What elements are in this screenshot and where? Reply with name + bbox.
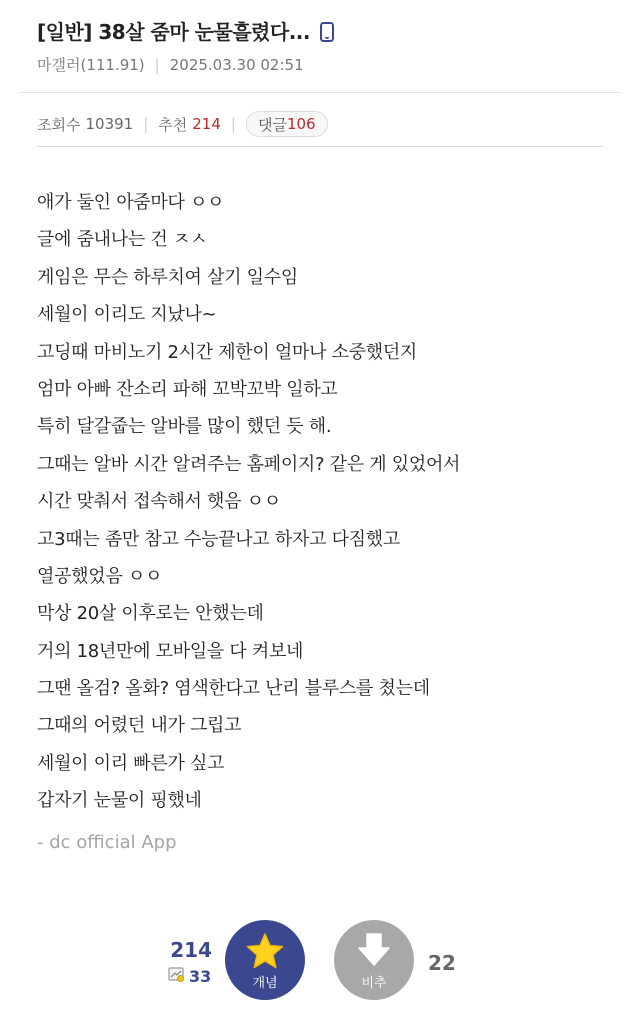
header-divider: [20, 92, 620, 93]
body-line: 시간 맞춰서 접속해서 햇음 ㅇㅇ: [37, 491, 281, 513]
down-vote-count: 22: [428, 951, 456, 975]
recommend-label: 추천: [158, 115, 188, 134]
stats-divider: |: [143, 115, 149, 133]
body-line: 세월이 이리 빠른가 싶고: [37, 752, 225, 774]
comment-count-button[interactable]: [246, 111, 328, 137]
post-stats: [37, 110, 328, 138]
body-line: 글에 줌내나는 건 ㅈㅅ: [37, 229, 208, 251]
mobile-icon: [320, 22, 334, 47]
recommend-count: 214: [192, 115, 221, 133]
body-line: 그때는 알바 시간 알려주는 홈페이지? 같은 게 있었어서: [37, 453, 461, 475]
body-line: 그땐 올검? 올화? 염색한다고 난리 블루스를 쳤는데: [37, 678, 430, 700]
stats-divider-line: [37, 146, 603, 147]
comments-count: 106: [286, 115, 316, 133]
app-signature: - dc official App: [37, 832, 177, 853]
post-title: [일반] 38살 줌마 눈물흘렸다...: [37, 20, 310, 44]
downvote-button[interactable]: [334, 920, 414, 1000]
body-line: 애가 둘인 아줌마다 ㅇㅇ: [37, 192, 225, 213]
author-name[interactable]: 마갤러(111.91): [37, 56, 145, 74]
down-arrow-icon: [357, 932, 391, 972]
post-body: [37, 184, 617, 820]
body-line: 엄마 아빠 잔소리 파해 꼬박꼬박 일하고: [37, 378, 338, 400]
upvote-label: 개념: [252, 976, 278, 991]
body-line: 세월이 이리도 지났나~: [37, 304, 217, 326]
body-line: 고딩때 마비노기 2시간 제한이 얼마나 소중했던지: [37, 341, 418, 363]
vote-area: [0, 918, 640, 998]
fix-badge-icon: [168, 966, 185, 986]
body-line: 그때의 어렸던 내가 그립고: [37, 715, 242, 737]
fix-count-row: [168, 966, 211, 986]
views-label: 조회수: [37, 115, 81, 134]
downvote-label: 비추: [361, 976, 387, 991]
body-line: 막상 20살 이후로는 안했는데: [37, 603, 264, 625]
body-line: 열공했었음 ㅇㅇ: [37, 565, 163, 587]
body-line: 갑자기 눈물이 핑했네: [37, 790, 202, 812]
comments-label: 댓글: [257, 115, 287, 134]
body-line: 거의 18년만에 모바일을 다 켜보네: [37, 640, 304, 662]
up-vote-count: 214: [170, 938, 212, 962]
views-count: 10391: [85, 115, 134, 133]
body-line: 특히 달갈줍는 알바를 많이 했던 듯 해.: [37, 416, 332, 438]
body-line: 게임은 무슨 하루치여 살기 일수임: [37, 266, 298, 288]
star-icon: [245, 932, 285, 974]
post-meta: [37, 54, 304, 75]
stats-divider: |: [230, 115, 236, 133]
fix-count: 33: [189, 966, 212, 986]
post-datetime: 2025.03.30 02:51: [169, 56, 304, 74]
body-line: 고3때는 좀만 참고 수능끝나고 하자고 다짐했고: [37, 528, 400, 550]
meta-divider: |: [154, 56, 160, 74]
upvote-button[interactable]: [225, 920, 305, 1000]
post-title-row: [37, 16, 334, 47]
